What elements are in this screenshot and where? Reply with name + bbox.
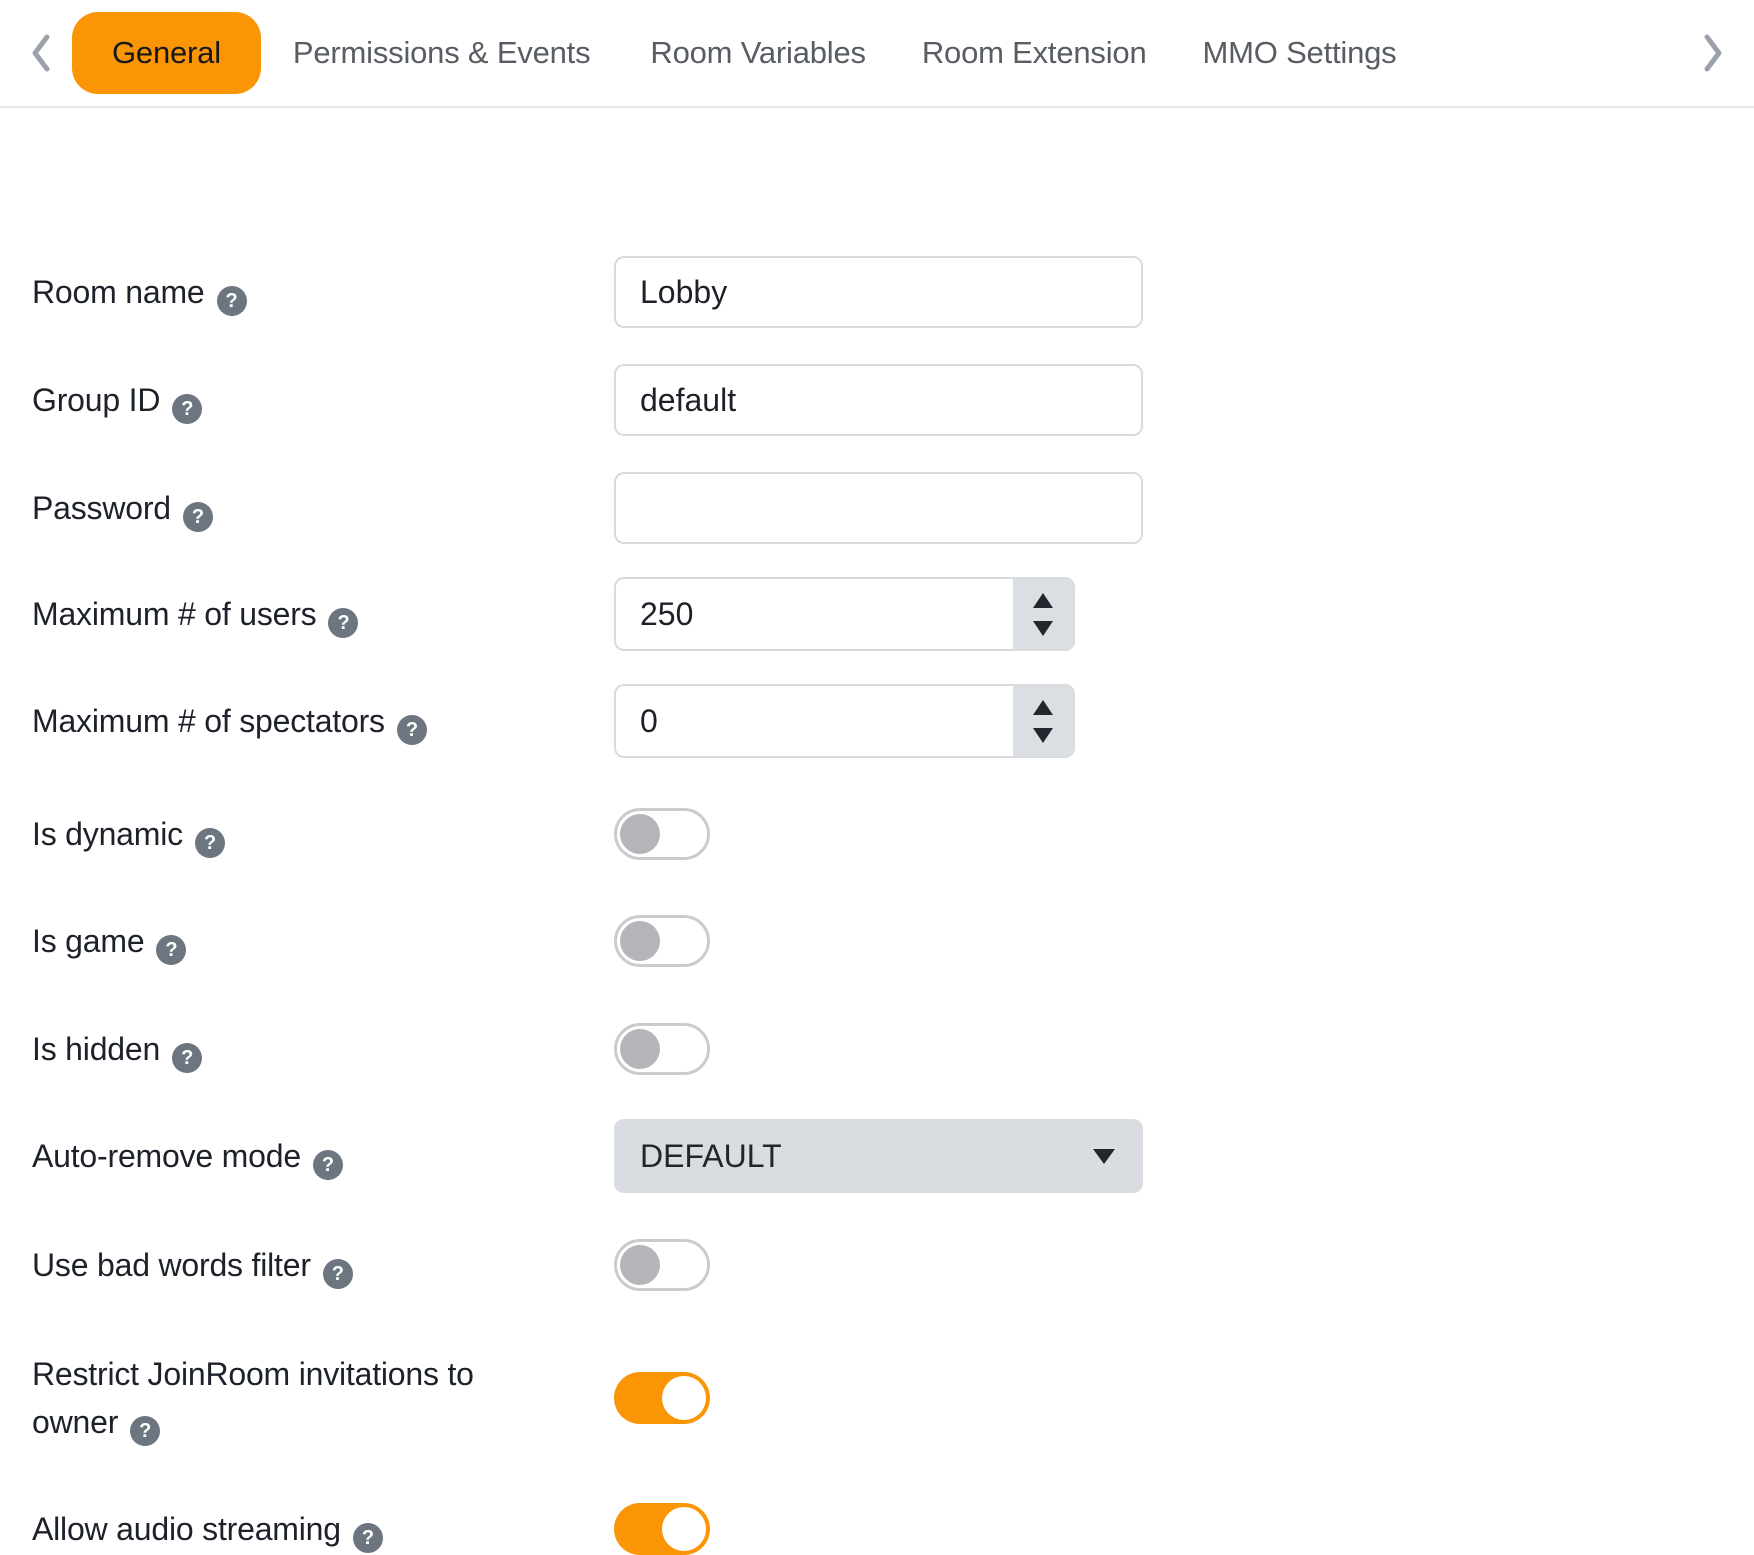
allow-audio-streaming-label: Allow audio streaming ? (32, 1505, 614, 1553)
auto-remove-mode-select[interactable] (614, 1119, 1143, 1193)
help-icon[interactable]: ? (353, 1523, 383, 1553)
help-icon[interactable]: ? (172, 1043, 202, 1073)
toggle-knob (620, 921, 660, 961)
stepper-buttons (1013, 686, 1073, 756)
room-name-label: Room name ? (32, 268, 614, 316)
help-icon[interactable]: ? (195, 828, 225, 858)
max-users-input[interactable] (616, 579, 996, 649)
tab-mmo-settings[interactable]: MMO Settings (1202, 35, 1397, 70)
help-icon[interactable]: ? (328, 608, 358, 638)
room-name-input[interactable] (614, 256, 1143, 328)
is-game-label: Is game ? (32, 917, 614, 965)
stepper-up-icon[interactable] (1033, 593, 1053, 608)
chevron-right-icon[interactable] (1698, 30, 1728, 76)
password-label: Password ? (32, 484, 614, 532)
stepper-down-icon[interactable] (1033, 728, 1053, 743)
field-row-max-users (32, 577, 1728, 651)
field-row-password (32, 472, 1728, 544)
chevron-left-icon[interactable] (26, 30, 56, 76)
use-bad-words-filter-toggle[interactable] (614, 1239, 710, 1291)
password-input[interactable] (614, 472, 1143, 544)
field-row-max-spectators (32, 684, 1728, 758)
tab-permissions-events[interactable]: Permissions & Events (292, 35, 591, 70)
field-row-auto-remove-mode (32, 1119, 1728, 1193)
stepper-down-icon[interactable] (1033, 621, 1053, 636)
allow-audio-streaming-toggle[interactable] (614, 1503, 710, 1555)
auto-remove-mode-label: Auto-remove mode ? (32, 1132, 614, 1180)
help-icon[interactable]: ? (313, 1150, 343, 1180)
room-settings-form (0, 108, 1754, 1549)
stepper-buttons (1013, 579, 1073, 649)
max-spectators-input[interactable] (616, 686, 996, 756)
help-icon[interactable]: ? (156, 935, 186, 965)
tab-room-variables[interactable]: Room Variables (650, 35, 866, 70)
toggle-knob (662, 1376, 706, 1420)
help-icon[interactable]: ? (172, 394, 202, 424)
toggle-knob (620, 814, 660, 854)
restrict-joinroom-invitations-label: Restrict JoinRoom invitations to owner ? (32, 1350, 614, 1446)
help-icon[interactable]: ? (323, 1259, 353, 1289)
is-dynamic-toggle[interactable] (614, 808, 710, 860)
field-row-room-name (32, 256, 1728, 328)
select-arrow-icon (1093, 1149, 1115, 1164)
field-row-restrict-joinroom-invitations (32, 1350, 1728, 1446)
auto-remove-mode-value: DEFAULT (640, 1137, 782, 1174)
help-icon[interactable]: ? (130, 1416, 160, 1446)
max-users-stepper (614, 577, 1075, 651)
field-row-is-game (32, 915, 1728, 967)
group-id-label: Group ID ? (32, 376, 614, 424)
tab-room-extension[interactable]: Room Extension (921, 35, 1147, 70)
stepper-up-icon[interactable] (1033, 700, 1053, 715)
field-row-is-hidden (32, 1023, 1728, 1075)
help-icon[interactable]: ? (397, 715, 427, 745)
field-row-use-bad-words-filter (32, 1239, 1728, 1291)
max-spectators-label: Maximum # of spectators ? (32, 697, 614, 745)
toggle-knob (620, 1029, 660, 1069)
tab-bar (0, 0, 1754, 108)
toggle-knob (662, 1507, 706, 1551)
field-row-group-id (32, 364, 1728, 436)
field-row-allow-audio-streaming (32, 1503, 1728, 1555)
is-game-toggle[interactable] (614, 915, 710, 967)
restrict-joinroom-invitations-toggle[interactable] (614, 1372, 710, 1424)
toggle-knob (620, 1245, 660, 1285)
field-row-is-dynamic (32, 808, 1728, 860)
tab-general[interactable]: General (72, 12, 261, 94)
help-icon[interactable]: ? (217, 286, 247, 316)
help-icon[interactable]: ? (183, 502, 213, 532)
use-bad-words-filter-label: Use bad words filter ? (32, 1241, 614, 1289)
is-hidden-label: Is hidden ? (32, 1025, 614, 1073)
max-spectators-stepper (614, 684, 1075, 758)
group-id-input[interactable] (614, 364, 1143, 436)
is-hidden-toggle[interactable] (614, 1023, 710, 1075)
max-users-label: Maximum # of users ? (32, 590, 614, 638)
is-dynamic-label: Is dynamic ? (32, 810, 614, 858)
